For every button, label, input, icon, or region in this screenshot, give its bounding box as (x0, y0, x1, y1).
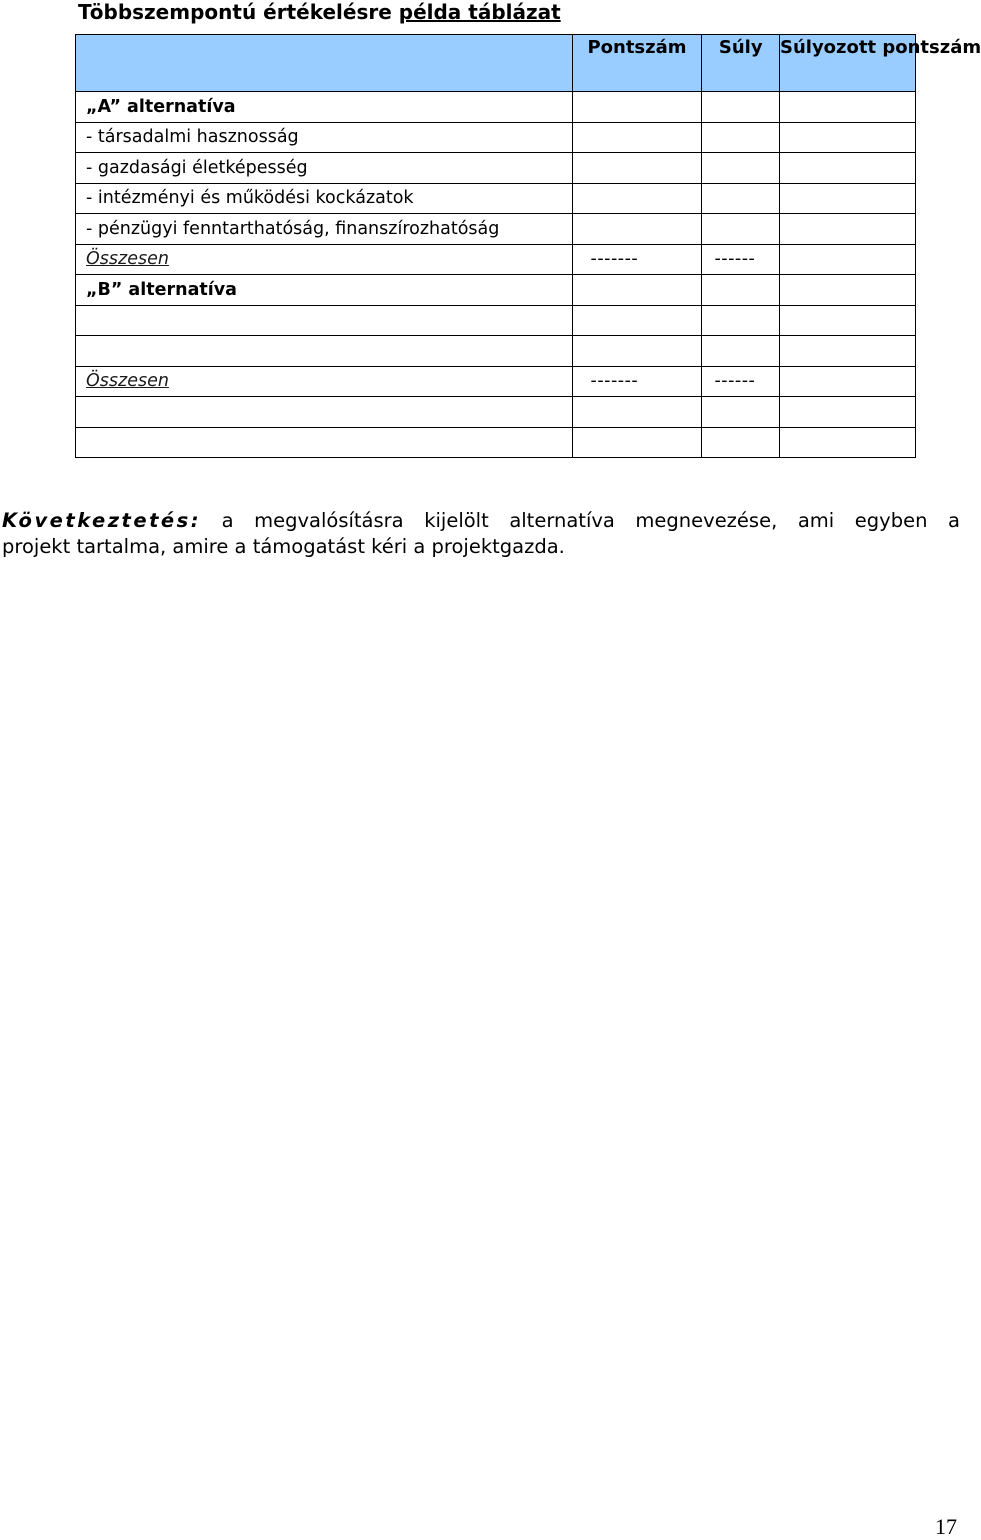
table-header-row (76, 35, 916, 92)
weight-cell (702, 275, 780, 306)
table-row (76, 183, 916, 214)
row-label-cell: „A” alternatíva (76, 92, 573, 123)
row-label-cell (76, 397, 573, 428)
weighted-score-cell (780, 397, 916, 428)
total-label: Összesen (86, 371, 169, 392)
table-row (76, 275, 916, 306)
row-label-cell: - gazdasági életképesség (76, 153, 573, 184)
row-label-cell: - intézményi és működési kockázatok (76, 183, 573, 214)
row-label-cell: „B” alternatíva (76, 275, 573, 306)
weight-cell (702, 92, 780, 123)
weighted-score-cell (780, 92, 916, 123)
conclusion-word: kijelölt (424, 509, 489, 532)
weighted-score-cell (780, 153, 916, 184)
table-row (76, 305, 916, 336)
score-cell (572, 214, 702, 245)
score-cell (572, 336, 702, 367)
conclusion-word: ami (797, 509, 835, 532)
weight-cell (702, 153, 780, 184)
page-number: 17 (935, 1514, 957, 1539)
score-cell (572, 427, 702, 458)
table-row (76, 244, 916, 275)
conclusion-word: a (948, 509, 960, 532)
row-label-cell: - pénzügyi fenntarthatóság, finanszírozhatóság (76, 214, 573, 245)
weight-cell (702, 336, 780, 367)
weight-cell (702, 427, 780, 458)
score-cell (572, 305, 702, 336)
score-cell: ------- (572, 244, 702, 275)
table-row (76, 92, 916, 123)
table-row (76, 427, 916, 458)
conclusion-label: Következtetés: (2, 509, 202, 532)
row-label-cell (76, 427, 573, 458)
header-cell-criteria (76, 35, 573, 92)
page-title (78, 0, 561, 24)
score-cell (572, 153, 702, 184)
score-cell (572, 92, 702, 123)
weight-cell (702, 183, 780, 214)
row-label-cell: - társadalmi hasznosság (76, 122, 573, 153)
conclusion-line-2: projekt tartalma, amire a támogatást kéri a projektgazda. (2, 535, 565, 558)
conclusion-paragraph (2, 508, 960, 560)
conclusion-word: megvalósításra (254, 509, 404, 532)
table-row (76, 153, 916, 184)
conclusion-word: egyben (854, 509, 928, 532)
row-label-cell (76, 366, 573, 397)
score-cell (572, 183, 702, 214)
weighted-score-cell (780, 427, 916, 458)
header-cell-weight: Súly (702, 35, 780, 92)
score-cell (572, 122, 702, 153)
header-cell-weighted-score: Súlyozott pontszám (780, 35, 916, 92)
score-cell (572, 397, 702, 428)
conclusion-line-1 (2, 508, 960, 534)
weighted-score-cell (780, 214, 916, 245)
row-label-cell (76, 244, 573, 275)
table-row (76, 214, 916, 245)
weighted-score-cell (780, 275, 916, 306)
title-underlined: példa táblázat (398, 0, 561, 24)
table-row (76, 397, 916, 428)
table-row (76, 366, 916, 397)
weighted-score-cell (780, 183, 916, 214)
weighted-score-cell (780, 244, 916, 275)
weighted-score-cell (780, 336, 916, 367)
weight-cell (702, 305, 780, 336)
row-label-cell (76, 305, 573, 336)
weighted-score-cell (780, 122, 916, 153)
conclusion-word: megnevezése, (635, 509, 778, 532)
table-row (76, 336, 916, 367)
score-cell (572, 275, 702, 306)
title-prefix: Többszempontú értékelésre (78, 0, 399, 24)
header-cell-score: Pontszám (572, 35, 702, 92)
weight-cell (702, 397, 780, 428)
weighted-score-cell (780, 366, 916, 397)
row-label-cell (76, 336, 573, 367)
weighted-score-cell (780, 305, 916, 336)
score-cell: ------- (572, 366, 702, 397)
weight-cell (702, 214, 780, 245)
total-label: Összesen (86, 249, 169, 270)
conclusion-word: a (221, 509, 234, 532)
evaluation-table (75, 34, 981, 458)
weight-cell: ------ (702, 244, 780, 275)
weight-cell: ------ (702, 366, 780, 397)
weight-cell (702, 122, 780, 153)
table-row (76, 122, 916, 153)
conclusion-word: alternatíva (509, 509, 615, 532)
